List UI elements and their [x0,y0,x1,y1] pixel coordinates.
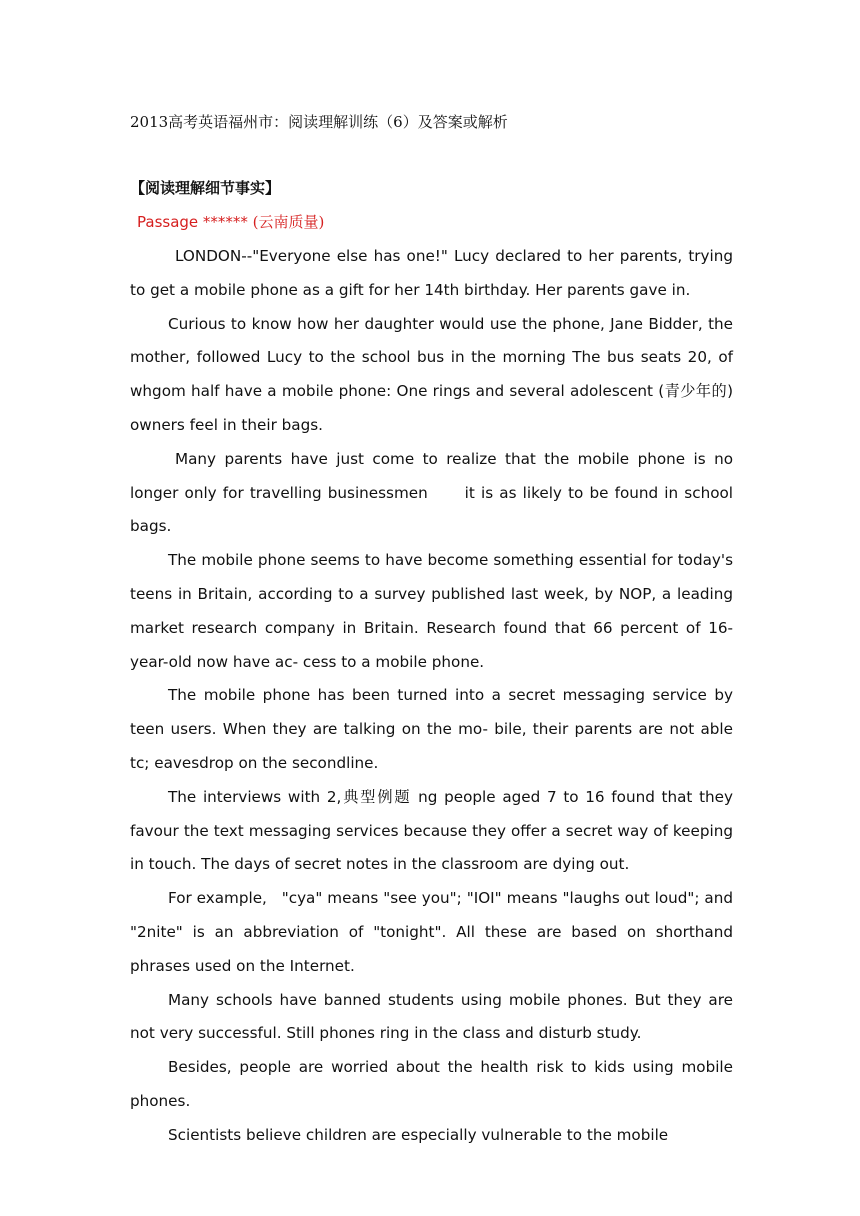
paragraph [130,544,733,679]
paragraph-text: The mobile phone has been turned into a secret messaging service by teen users. When they are talking on the mo- bile, their parents are not able tc; eavesdrop on the secondline. [130,686,733,772]
paragraph-text: Besides, people are worried about the health risk to kids using mobile phones. [130,1058,733,1110]
document-title: 2013高考英语福州市：阅读理解训练（6）及答案或解析 [130,113,508,131]
paragraph [130,984,733,1052]
paragraph [130,1051,733,1119]
paragraph-text: Many parents have just come to realize that the mobile phone is no longer only for travelling businessmen it is as likely to be found in school bags. [130,449,733,536]
paragraph [130,443,733,544]
paragraph [130,240,733,308]
passage-label [137,212,324,232]
paragraph-text: Scientists believe children are especially vulnerable to the mobile [168,1125,669,1144]
paragraph-gloss: 青少年的 [664,382,728,401]
passage-body [130,240,733,1153]
paragraph [130,308,733,443]
paragraph-text: LONDON--"Everyone else has one!" Lucy declared to her parents, trying to get a mobile phone as a gift for her 14th birthday. Her parents gave in. [130,247,733,299]
passage-name: Passage ****** [137,213,253,231]
paragraph-text: The mobile phone seems to have become something essential for today's teens in Britain, according to a survey published last week, by NOP, a leading market research company in Britain. Research found that 66 percent of 16-year-old now have ac- cess to a mobile phone. [130,551,733,671]
paragraph-gloss: 典型例题 [341,787,412,806]
paragraph [130,679,733,780]
paragraph-text: The interviews with 2, [168,787,342,806]
paragraph [130,781,733,882]
section-heading: 【阅读理解细节事实】 [130,179,281,197]
paragraph [130,882,733,983]
paragraph-text: Many schools have banned students using mobile phones. But they are not very successful. Still phones ring in the class and disturb study. [130,990,733,1043]
paragraph-text: ) owners feel in their bags. [130,382,733,434]
paragraph-text: For example, "cya" means "see you"; "IOI" means "laughs out loud"; and "2nite" is an abbreviation of "tonight". All these are based on shorthand phrases used on the Internet. [130,889,733,975]
passage-source: (云南质量) [252,213,325,231]
paragraph-text: ng people aged 7 to 16 found that they favour the text messaging services because they offer a secret way of keeping in touch. The days of secret notes in the classroom are dying out. [130,787,733,874]
paragraph-text: Curious to know how her daughter would use the phone, Jane Bidder, the mother, followed Lucy to the school bus in the morning The bus seats 20, of whgom half have a mobile phone: One rings and several adolescent ( [130,314,733,401]
paragraph [130,1119,733,1153]
